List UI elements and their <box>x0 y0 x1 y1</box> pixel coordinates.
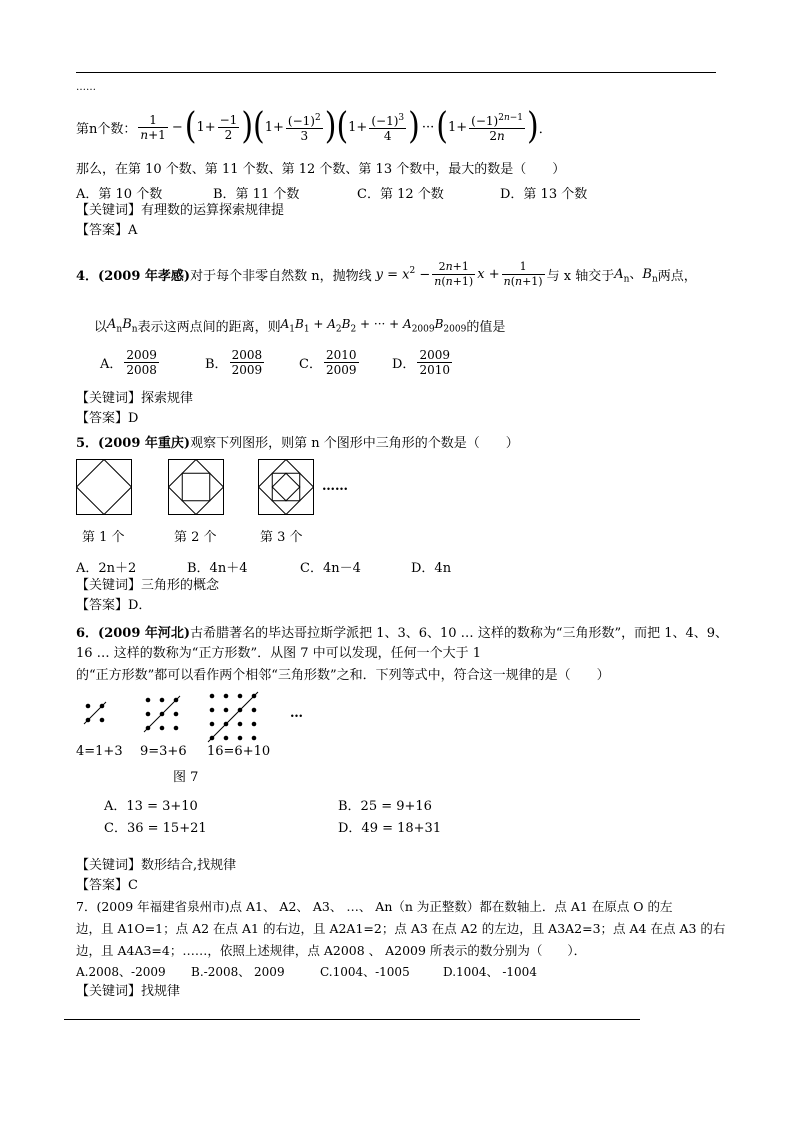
q5-figure-ellipsis: …… <box>322 479 348 494</box>
q4-question-line2: 以 $A_nB_n$ 表示这两点间的距离，则 $A_1B_1 + A_2B_2$ + ··· + $A_{2009}B_{2009}$ 的值是 <box>94 316 506 335</box>
q5-option-b: B．4n＋4 <box>187 561 248 576</box>
q7-question-line3: 边，且 A4A3=4；……，依照上述规律，点 A2008 、 A2009 所表示的数分别为（ ）． <box>76 943 587 958</box>
q5-option-d: D．4n <box>411 561 452 576</box>
q4-keyword: 【关键词】探索规律 <box>76 391 194 406</box>
q3-keyword: 【关键词】有理数的运算探索规律提 <box>76 203 285 218</box>
q6-question-line3: 的“正方形数”都可以看作两个相邻“三角形数”之和．下列等式中，符合这一规律的是（ ） <box>76 668 610 683</box>
q6-figure-caption: 图 7 <box>173 770 199 785</box>
nth-number-formula: 第n个数： $\frac{1}{n+1}$ − ( 1+ $\frac{-1}{2}$ ) ( 1+ $\frac{(-1)^2}{3}$ ) ( 1+ $\frac{(-1)^3}{4}$ ) ··· ( 1+ $\frac{(-1)^{2n-1}}{2n}$ ) ． <box>76 105 552 148</box>
q5-option-c: C．4n－4 <box>300 561 361 576</box>
q5-option-a: A．2n＋2 <box>76 561 137 576</box>
q6-keyword: 【关键词】数形结合,找规律 <box>76 858 237 873</box>
q3-option-c: C．第 12 个数 <box>357 187 444 202</box>
q6-answer: 【答案】C <box>76 878 138 893</box>
header-rule <box>76 72 716 73</box>
q6-option-a: A．13 = 3+10 <box>104 799 198 814</box>
q6-figure-16-label: 16=6+10 <box>207 744 271 759</box>
q5-question: 5．(2009 年重庆)观察下列图形，则第 n 个图形中三角形的个数是（ ） <box>76 436 519 451</box>
q4-option-c: C． $\frac{2010}{2009}$ <box>299 348 357 377</box>
q7-question-line1: 7．(2009 年福建省泉州市)点 A1、 A2、 A3、 …、 An（n 为正整数）都在数轴上．点 A1 在原点 O 的左 <box>76 899 673 914</box>
q3-option-a: A．第 10 个数 <box>76 187 163 202</box>
q4-source: 4．(2009 年孝感) <box>76 268 191 284</box>
q3-option-b: B．第 11 个数 <box>213 187 300 202</box>
q4-option-b: B． $\frac{2008}{2009}$ <box>205 348 263 377</box>
formula-label: 第n个数： <box>76 121 137 137</box>
q6-figure-ellipsis: … <box>290 706 303 721</box>
q5-figure-1 <box>76 459 132 515</box>
q6-figure-4 <box>82 700 110 728</box>
q6-figure-9 <box>142 694 182 734</box>
q6-figure-4-label: 4=1+3 <box>76 744 123 759</box>
footer-rule <box>64 1019 640 1020</box>
q7-option-c: C.1004、-1005 <box>320 965 410 979</box>
q6-figure-16 <box>206 690 260 744</box>
q5-source: 5．(2009 年重庆) <box>76 436 191 451</box>
q6-question-line1: 6．(2009 年河北)古希腊著名的毕达哥拉斯学派把 1、3、6、10 … 这样的数称为“三角形数”，而把 1、4、9、 <box>76 626 729 641</box>
q5-keyword: 【关键词】三角形的概念 <box>76 578 220 593</box>
q6-option-c: C．36 = 15+21 <box>104 821 207 836</box>
q6-source: 6．(2009 年河北) <box>76 626 191 641</box>
q6-question-line2: 16 … 这样的数称为“正方形数”．从图 7 中可以发现，任何一个大于 1 <box>76 646 482 661</box>
q7-option-a: A.2008、-2009 <box>76 965 166 979</box>
formula-frac-1: $\frac{1}{n+1}$ <box>140 112 166 142</box>
q6-figure-9-label: 9=3+6 <box>140 744 187 759</box>
q3-question: 那么，在第 10 个数、第 11 个数、第 12 个数、第 13 个数中，最大的数是（ ） <box>76 162 566 177</box>
q7-option-d: D.1004、 -1004 <box>443 965 537 979</box>
q5-figure-3-label: 第 3 个 <box>260 530 303 545</box>
q4-question-line1: 4．(2009 年孝感) 对于每个非零自然数 n，抛物线 $y = x^2$ − $\frac{2n+1}{n(n+1)}$ x + $\frac{1}{n(n+1)}$ 与 x 轴交于 $A_n$、$B_n$ 两点， <box>76 259 697 288</box>
q4-option-a: A． $\frac{2009}{2008}$ <box>100 348 157 377</box>
q7-option-b: B.-2008、 2009 <box>191 965 285 979</box>
q3-answer: 【答案】A <box>76 223 138 238</box>
q7-question-line2: 边，且 A1O=1；点 A2 在点 A1 的右边，且 A2A1=2；点 A3 在点 A2 的左边，且 A3A2=3；点 A4 在点 A3 的右 <box>76 921 726 936</box>
q5-figure-3 <box>258 459 314 515</box>
q6-option-d: D．49 = 18+31 <box>338 821 442 836</box>
q3-option-d: D．第 13 个数 <box>500 187 588 202</box>
q5-figure-2-label: 第 2 个 <box>174 530 217 545</box>
q5-answer: 【答案】D． <box>76 598 152 613</box>
q6-option-b: B．25 = 9+16 <box>338 799 432 814</box>
q4-option-d: D． $\frac{2009}{2010}$ <box>392 348 450 377</box>
continuation-dots: …… <box>76 82 96 93</box>
q7-keyword: 【关键词】找规律 <box>76 984 181 999</box>
q4-answer: 【答案】D <box>76 411 139 426</box>
q5-figure-1-label: 第 1 个 <box>82 530 125 545</box>
q5-figure-2 <box>168 459 224 515</box>
